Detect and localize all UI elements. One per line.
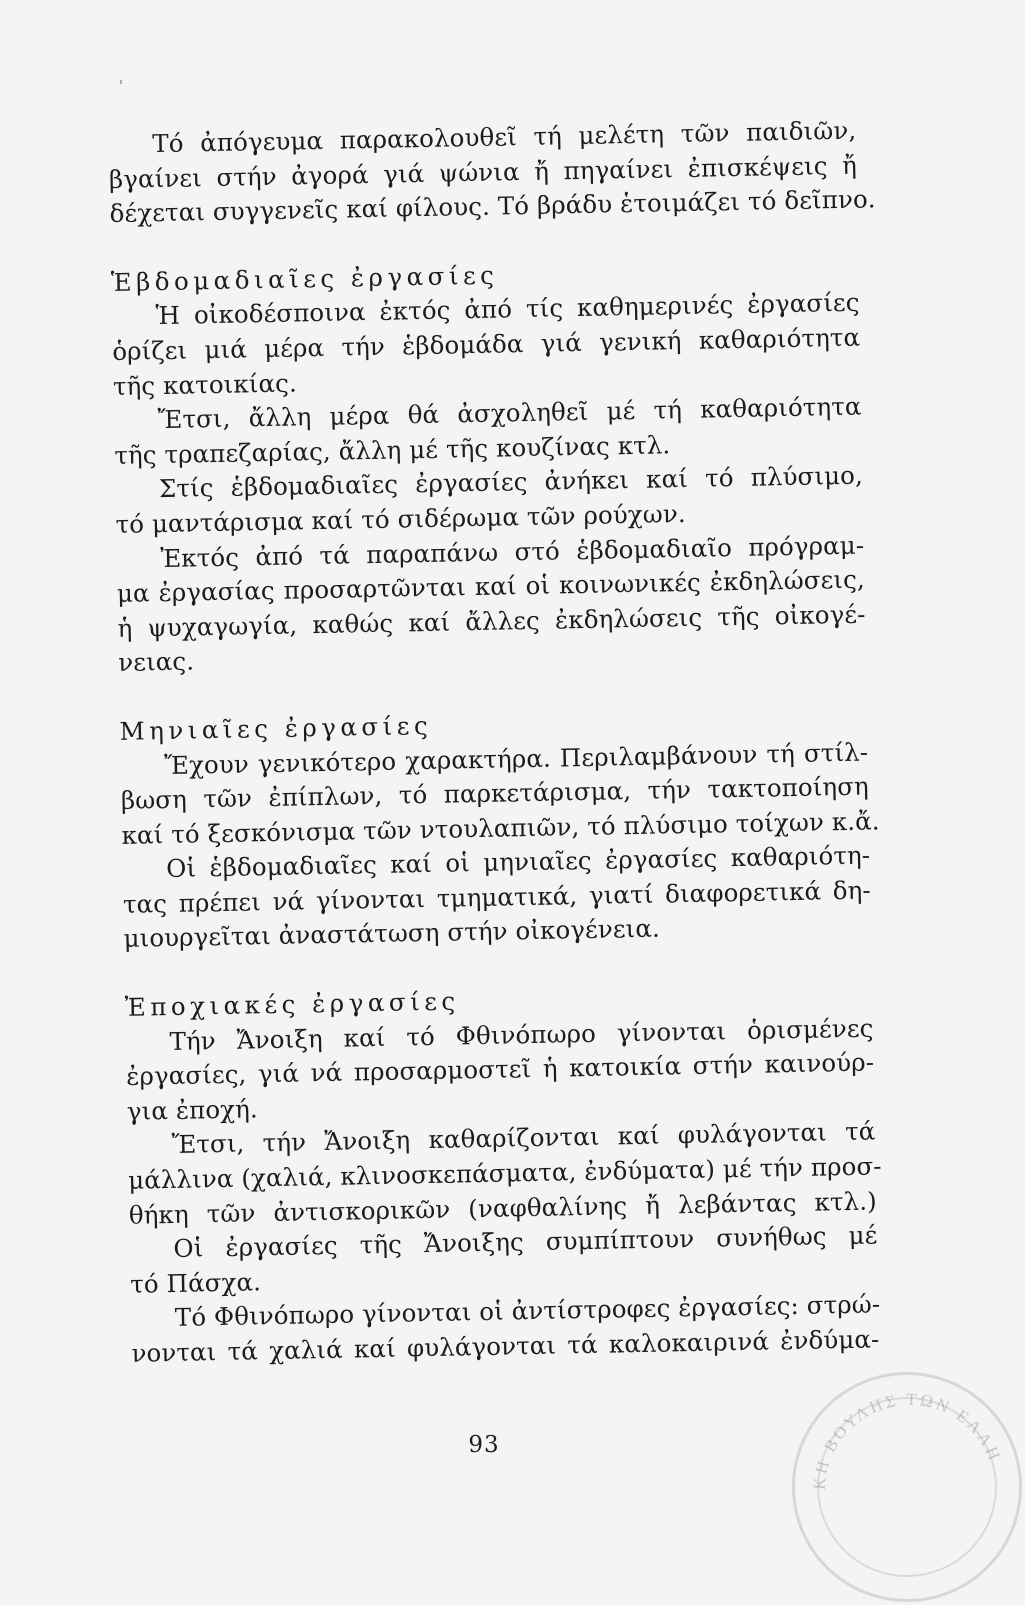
text-line: νονται τά χαλιά καί φυλάγονται τά καλοκαιρινά ἐνδύμα- xyxy=(131,1324,880,1368)
section-monthly xyxy=(119,700,880,956)
paper-speck xyxy=(120,80,122,84)
svg-text:ΚΗ ΒΟΥΛΗΣ ΤΩΝ ΕΛΛΗ xyxy=(810,1390,1005,1491)
text-line: Ἐκτός ἀπό τά παραπάνω στό ἑβδομαδιαῖο πρόγραμ- xyxy=(159,530,865,573)
text-line: θήκη τῶν ἀντισκορικῶν (ναφθαλίνης ἤ λεβάντας κτλ.) xyxy=(128,1186,878,1230)
text-line: μιουργεῖται ἀναστάτωση στήν οἰκογένεια. xyxy=(123,914,661,954)
section-weekly xyxy=(111,251,867,680)
text-line: βωση τῶν ἐπίπλων, τό παρκετάρισμα, τήν τακτοποίηση xyxy=(120,771,870,815)
text-line: καί τό ξεσκόνισμα τῶν ντουλαπιῶν, τό πλύσιμο τοίχων κ.ἄ. xyxy=(121,806,880,850)
text-line: Ἔτσι, ἄλλη μέρα θά ἀσχοληθεῖ μέ τή καθαριότητα xyxy=(157,391,862,435)
library-stamp xyxy=(792,1372,1022,1602)
text-line: Οἱ ἐργασίες τῆς Ἄνοιξης συμπίπτουν συνήθως μέ xyxy=(173,1220,878,1264)
stamp-seal-icon xyxy=(795,1375,1025,1605)
text-line: νειας. xyxy=(117,646,195,678)
text-line: Στίς ἑβδομαδιαῖες ἐργασίες ἀνήκει καί τό πλύσιμο, xyxy=(158,460,864,504)
text-line: μάλλινα (χαλιά, κλινοσκεπάσματα, ἐνδύματα) μέ τήν προσ- xyxy=(127,1151,882,1195)
text-line: για ἐποχή. xyxy=(126,1094,259,1126)
section-body xyxy=(120,735,880,957)
text-line: Τό ἀπόγευμα παρακολουθεῖ τή μελέτη τῶν παιδιῶν, xyxy=(152,115,857,159)
section-seasonal xyxy=(125,977,880,1372)
section-body xyxy=(125,1011,880,1371)
intro-paragraph xyxy=(108,114,876,232)
section-heading: Μηνιαῖες ἐργασίες xyxy=(119,710,433,746)
text-block xyxy=(108,114,880,1372)
text-line: Οἱ ἑβδομαδιαῖες καί οἱ μηνιαῖες ἐργασίες καθαριότη- xyxy=(165,840,871,884)
page-number: 93 xyxy=(468,1432,500,1458)
text-line: Τό Φθινόπωρο γίνονται οἱ ἀντίστροφες ἐργασίες: στρώ- xyxy=(174,1289,881,1333)
text-line: τῆς κατοικίας. xyxy=(112,367,298,401)
text-line: τό μαντάρισμα καί τό σιδέρωμα τῶν ρούχων. xyxy=(115,498,686,539)
section-body xyxy=(111,286,866,681)
text-line: δέχεται συγγενεῖς καί φίλους. Τό βράδυ ἑτοιμάζει τό δεῖπνο. xyxy=(109,184,876,229)
text-line: Τήν Ἄνοιξη καί τό Φθινόπωρο γίνονται ὁρισμένες xyxy=(169,1013,874,1056)
text-line: Ἔτσι, τήν Ἄνοιξη καθαρίζονται καί φυλάγονται τά xyxy=(171,1116,876,1160)
section-heading: Ἐποχιακές ἐργασίες xyxy=(124,986,460,1022)
section-heading: Ἑβδομαδιαῖες ἐργασίες xyxy=(110,260,499,297)
text-line: μα ἐργασίας προσαρτῶνται καί οἱ κοινωνικές ἐκδηλώσεις, xyxy=(116,564,866,609)
text-line: ὁρίζει μιά μέρα τήν ἑβδομάδα γιά γενική καθαριότητα xyxy=(112,322,861,366)
stamp-text: ΚΗ ΒΟΥΛΗΣ ΤΩΝ ΕΛΛΗ xyxy=(809,1389,1006,1491)
text-line: ἐργασίες, γιά νά προσαρμοστεῖ ἡ κατοικία στήν καινούρ- xyxy=(125,1047,875,1092)
text-line: τας πρέπει νά γίνονται τμηματικά, γιατί διαφορετικά δη- xyxy=(122,875,872,919)
text-line: βγαίνει στήν ἀγορά γιά ψώνια ἤ πηγαίνει ἐπισκέψεις ἤ xyxy=(108,150,858,194)
text-line: τό Πάσχα. xyxy=(129,1267,262,1299)
text-line: τῆς τραπεζαρίας, ἄλλη μέ τῆς κουζίνας κτλ. xyxy=(114,430,671,470)
text-line: Ἡ οἰκοδέσποινα ἐκτός ἀπό τίς καθημερινές ἐργασίες xyxy=(155,287,860,331)
text-line: Ἔχουν γενικότερο χαρακτήρα. Περιλαμβάνουν τή στίλ- xyxy=(163,737,869,780)
text-line: ἡ ψυχαγωγία, καθώς καί ἄλλες ἐκδηλώσεις τῆς οἰκογέ- xyxy=(117,599,866,643)
